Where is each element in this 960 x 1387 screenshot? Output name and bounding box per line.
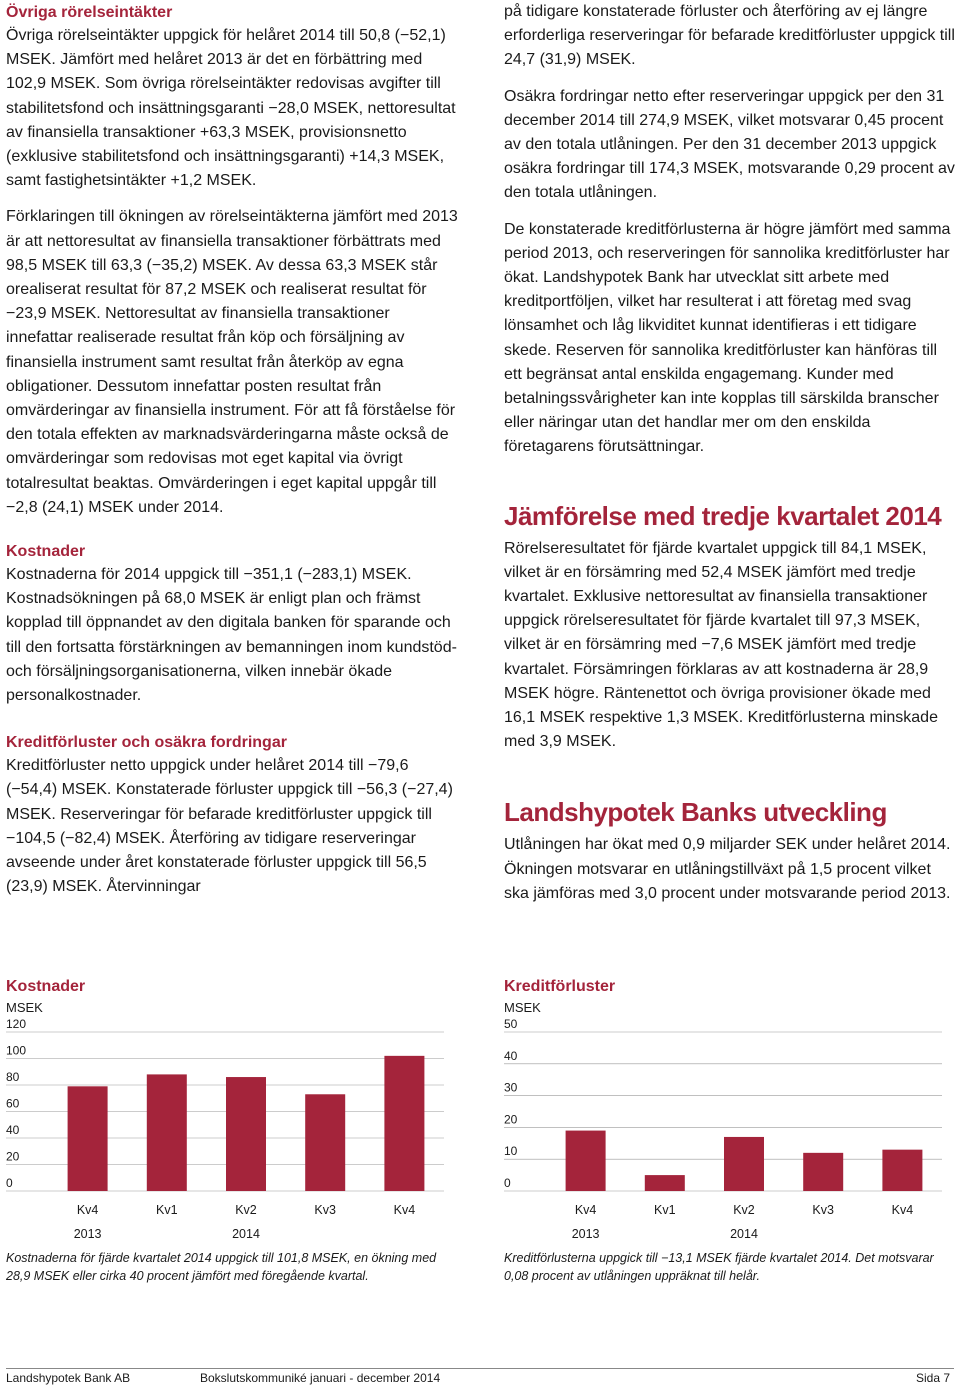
paragraph-kreditforluster: Kreditförluster netto uppgick under helåret 2014 till −79,6 (−54,4) MSEK. Konstaterade förluster uppgick till −56,3 (−27,4) MSEK. Reserveringar för befarade kreditförluster uppgick till −104,5 (−82,4) MSEK. Återföring av tidigare reserveringar avseende under året konstaterade förluster uppgick till 56,5 (23,9) MSEK. Återvinningar (6, 757, 453, 896)
y-tick-label: 0 (6, 1176, 13, 1190)
year-label-2013: 2013 (571, 1227, 600, 1241)
heading-ovriga-rorelseintakter: Övriga rörelseintäkter (6, 4, 173, 21)
chart-kostnader-title: Kostnader (6, 978, 86, 995)
y-tick-label: 30 (504, 1080, 518, 1095)
year-label-2014: 2014 (730, 1227, 758, 1241)
y-tick-label: 20 (6, 1149, 20, 1164)
footer-company: Landshypotek Bank AB (6, 1371, 131, 1385)
y-tick-label: 0 (504, 1176, 511, 1190)
bar (384, 1056, 424, 1191)
footer-divider (6, 1368, 954, 1369)
paragraph-ovriga-1: Övriga rörelseintäkter uppgick för helåret 2014 till 50,8 (−52,1) MSEK. Jämfört med helåret 2013 är det en förbättring med 102,9 MSEK. Som övriga rörelseintäkter redovisas avgifter till stabilitetsfond och insättningsgaranti −28,0 MSEK, nettoresultat av finansiella transaktioner +63,3 MSEK, provisionsnetto (exklusive stabilitetsfond och insättningsgaranti) +14,3 MSEK, samt fastighetsintäkter +1,2 MSEK. (6, 27, 456, 190)
paragraph-right-2: Osäkra fordringar netto efter reserveringar uppgick per den 31 december 2014 till 274,9 MSEK, vilket motsvarar 0,45 procent av den totala utlåningen. Per den 31 december 2013 uppgick osäkra fordringar till 174,3 MSEK, motsvarande 0,29 procent av den totala utlåningen. (504, 87, 955, 202)
paragraph-right-3: De konstaterade kreditförlusterna är högre jämfört med samma period 2013, och reserveringen för sannolika kreditförluster har ökat. Landshypotek Bank har utvecklat sitt arbete med kreditportföljen, vilket har resulterat i att företag med svag lönsamhet och låg likviditet kunnat identifieras i ett tidigare skede. Reserven för sannolika kreditförluster kan hänföras till ett begränsat antal enskilda engagemang. Kunder med betalningssvårigheter kan inte kopplas till särskilda branscher eller näringar utan det handlar mer om den enskilda företagarens förutsättningar. (504, 220, 951, 456)
y-tick-label: 120 (6, 1017, 27, 1031)
heading-kreditforluster: Kreditförluster och osäkra fordringar (6, 734, 287, 752)
bar (882, 1150, 922, 1191)
chart-kreditforluster (504, 978, 944, 1241)
paragraph-kostnader: Kostnaderna för 2014 uppgick till −351,1 (−283,1) MSEK. Kostnadsökningen på 68,0 MSEK är enligt plan och främst kopplad till öppnandet av den digitala banken för sparande och till den fortsatta förstärkningen av bemanningen inom kundstöd- och försäljningsorganisationerna, vilken innebär ökade personalkostnader. (6, 566, 457, 705)
bar (645, 1175, 685, 1191)
right-column (504, 0, 956, 906)
y-tick-label: 40 (6, 1123, 20, 1137)
bar (305, 1094, 345, 1191)
heading-jamforelse-q3: Jämförelse med tredje kvartalet 2014 (504, 500, 942, 531)
heading-kostnader: Kostnader (6, 543, 86, 561)
x-tick-label: Kv1 (654, 1203, 676, 1217)
x-tick-label: Kv4 (891, 1203, 914, 1217)
paragraph-jamforelse-q3: Rörelseresultatet för fjärde kvartalet uppgick till 84,1 MSEK, vilket är en försämring med 52,4 MSEK jämfört med tredje kvartalet. Exklusive nettoresultat av finansiella transaktioner uppgick rörelseresultatet för fjärde kvartalet till 97,3 MSEK, vilket är en försämring med −7,6 MSEK jämfört med tredje kvartalet. Försämringen förklaras av att kostnaderna är 28,9 MSEK högre. Räntenettot och övriga provisioner ökade med 16,1 MSEK respektive 1,3 MSEK. Kreditförlusterna minskade med 3,9 MSEK. (504, 539, 938, 751)
chart-kreditforluster-svg (504, 978, 944, 1241)
bar (566, 1131, 606, 1191)
x-tick-label: Kv2 (235, 1203, 257, 1217)
chart-kostnader-svg (6, 978, 446, 1241)
y-tick-label: 40 (504, 1048, 518, 1063)
chart-kostnader (6, 978, 446, 1241)
heading-utveckling: Landshypotek Banks utveckling (504, 797, 887, 828)
chart-kreditforluster-unit: MSEK (504, 1000, 541, 1015)
y-tick-label: 100 (6, 1043, 27, 1058)
caption-kostnader: Kostnaderna för fjärde kvartalet 2014 uppgick till 101,8 MSEK, en ökning med 28,9 MSEK eller cirka 40 procent jämfört med föregående kvartal. (6, 1251, 437, 1283)
bar (226, 1077, 266, 1191)
bar (68, 1086, 108, 1191)
y-tick-label: 20 (504, 1112, 518, 1127)
chart-kostnader-unit: MSEK (6, 1000, 43, 1015)
footer-page: Sida 7 (915, 1371, 950, 1385)
left-column (6, 0, 458, 900)
paragraph-utveckling: Utlåningen har ökat med 0,9 miljarder SEK under helåret 2014. Ökningen motsvarar en utlåningstillväxt på 1,5 procent vilket ska jämföras med 3,0 procent under motsvarande period 2013. (504, 836, 951, 902)
x-tick-label: Kv2 (733, 1203, 755, 1217)
y-tick-label: 80 (6, 1070, 20, 1084)
year-label-2014: 2014 (232, 1227, 260, 1241)
paragraph-right-1: på tidigare konstaterade förluster och återföring av ej längre erforderliga reserveringar för befarade kreditförluster uppgick till 24,7 (31,9) MSEK. (504, 3, 955, 69)
x-tick-label: Kv4 (393, 1203, 416, 1217)
x-tick-label: Kv3 (314, 1203, 336, 1217)
footer-report: Bokslutskommuniké januari - december 2014 (200, 1371, 441, 1385)
caption-kreditforluster: Kreditförlusterna uppgick till −13,1 MSEK fjärde kvartalet 2014. Det motsvarar 0,08 procent av utlåningen uppräknat till helår. (504, 1251, 934, 1283)
y-tick-label: 50 (504, 1017, 518, 1031)
bar (147, 1074, 187, 1191)
x-tick-label: Kv4 (574, 1203, 597, 1217)
x-tick-label: Kv4 (76, 1203, 99, 1217)
year-label-2013: 2013 (73, 1227, 102, 1241)
y-tick-label: 60 (6, 1096, 20, 1111)
chart-kreditforluster-title: Kreditförluster (504, 978, 616, 995)
y-tick-label: 10 (504, 1144, 518, 1159)
bar (803, 1153, 843, 1191)
x-tick-label: Kv3 (812, 1203, 834, 1217)
x-tick-label: Kv1 (156, 1203, 178, 1217)
paragraph-ovriga-2: Förklaringen till ökningen av rörelseintäkterna jämfört med 2013 är att nettoresultat av finansiella transaktioner förbättrats med 98,5 MSEK till 63,3 (−35,2) MSEK. Av dessa 63,3 MSEK står orealiserat resultat för 87,2 MSEK och realiserat resultat för −23,9 MSEK. Nettoresultat av finansiella transaktioner innefattar realiserade resultat från köp och försäljning av finansiella instrument samt resultat från återköp av egna obligationer. Dessutom innefattar posten resultat från omvärderingar av finansiella instrument. För att få förståelse för den totala effekten av marknadsvärderingarna måste också de omvärderingar som redovisas mot eget kapital via övrigt totalresultat beaktas. Omvärderingen i eget kapital uppgår till −2,8 (24,1) MSEK under 2014. (6, 208, 458, 516)
bar (724, 1137, 764, 1191)
